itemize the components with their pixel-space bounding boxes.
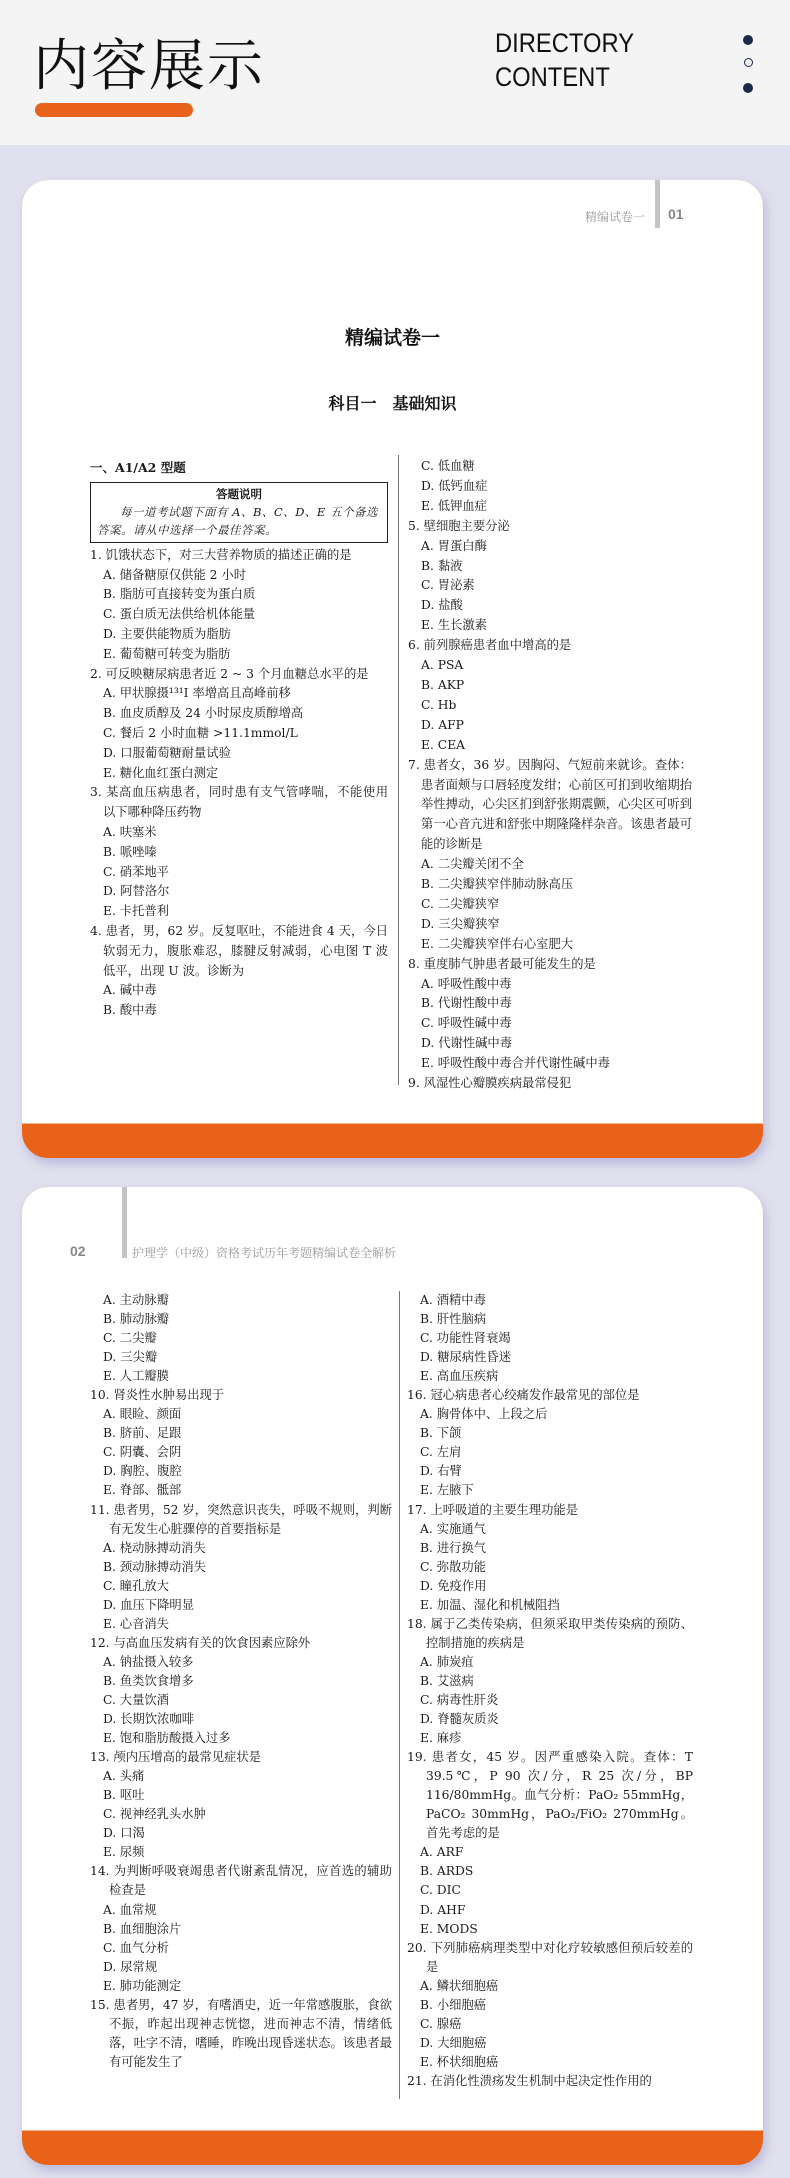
answer-option: C. 阴囊、会阴 (103, 1445, 182, 1460)
answer-option: E. 人工瓣膜 (103, 1369, 169, 1384)
answer-option: B. ARDS (420, 1864, 474, 1879)
running-header-bar (655, 180, 660, 228)
answer-option: A. PSA (421, 658, 464, 673)
answer-option: C. 餐后 2 小时血糖 >11.1mmol/L (103, 725, 298, 740)
section-heading: 一、A1/A2 型题 (90, 460, 186, 475)
answer-option: A. 眼睑、颜面 (103, 1407, 182, 1422)
running-title: 精编试卷一 (584, 210, 645, 224)
answer-option: D. 糖尿病性昏迷 (420, 1350, 512, 1365)
answer-option: C. 二尖瓣狭窄 (421, 896, 500, 911)
answer-option: E. 卡托普利 (103, 904, 169, 919)
question-stem: 3. 某高血压病患者，同时患有支气管哮喘，不能使用以下哪种降压药物 (90, 785, 388, 820)
answer-option: D. 血压下降明显 (103, 1597, 195, 1612)
question-stem: 19. 患者女，45 岁。因严重感染入院。查体：T 39.5℃，P 90 次/分，R 25 次/分，BP 116/80mmHg。血气分析：PaO₂ 55mmHg，PaCO₂ 30mmHg，PaO₂/FiO₂ 270mmHg。首先考虑的是 (407, 1750, 693, 1841)
instructions-title: 答题说明 (216, 486, 262, 501)
answer-option: B. 下颌 (420, 1426, 462, 1441)
answer-option: B. 脐前、足跟 (103, 1426, 182, 1441)
right-column (407, 1291, 693, 2091)
answer-option: D. 免疫作用 (420, 1578, 487, 1593)
answer-option: E. 脊部、骶部 (103, 1483, 182, 1498)
answer-option: B. AKP (421, 677, 465, 692)
answer-option: B. 鱼类饮食增多 (103, 1673, 194, 1688)
answer-option: A. 胸骨体中、上段之后 (420, 1407, 548, 1422)
section-title: 内容展示 (33, 34, 265, 99)
answer-option: B. 代谢性酸中毒 (421, 996, 512, 1011)
answer-option: A. 鳞状细胞癌 (420, 1978, 499, 1993)
question-stem: 11. 患者男，52 岁，突然意识丧失，呼吸不规则，判断有无发生心脏骤停的首要指标是 (90, 1502, 392, 1536)
right-column (408, 457, 692, 1094)
title-underline-bar (35, 103, 193, 117)
column-divider (398, 455, 399, 1085)
page-sheet (22, 180, 763, 1124)
answer-option: E. 饱和脂肪酸摄入过多 (103, 1731, 231, 1746)
answer-option: A. 肺炭疽 (420, 1654, 474, 1669)
answer-option: A. 甲状腺摄¹³¹I 率增高且高峰前移 (103, 686, 291, 701)
answer-option: B. 黏液 (421, 558, 463, 573)
answer-option: D. 大细胞癌 (420, 2035, 487, 2050)
answer-option: D. 脊髓灰质炎 (420, 1712, 499, 1727)
question-stem: 18. 属于乙类传染病，但须采取甲类传染病的预防、控制措施的疾病是 (407, 1616, 693, 1650)
answer-option: B. 小细胞癌 (420, 1997, 487, 2012)
subject-title: 科目一 基础知识 (328, 394, 457, 413)
answer-option: D. 口渴 (103, 1826, 145, 1841)
answer-option: D. 长期饮浓咖啡 (103, 1712, 195, 1727)
running-header-bar (122, 1187, 127, 1258)
answer-option: E. 加温、湿化和机械阻挡 (420, 1597, 560, 1612)
question-stem: 21. 在消化性溃疡发生机制中起决定性作用的 (407, 2073, 652, 2088)
answer-option: E. 左腋下 (420, 1483, 474, 1498)
answer-option: E. 呼吸性酸中毒合并代谢性碱中毒 (421, 1056, 610, 1071)
question-stem: 17. 上呼吸道的主要生理功能是 (407, 1502, 579, 1517)
answer-option: A. 胃蛋白酶 (421, 538, 487, 553)
column-divider (399, 1291, 400, 2099)
answer-option: A. 实施通气 (420, 1521, 486, 1536)
answer-option: B. 呕吐 (103, 1788, 145, 1803)
answer-option: E. 生长激素 (421, 618, 487, 633)
question-stem: 6. 前列腺癌患者血中增高的是 (408, 638, 572, 653)
answer-option: A. 桡动脉搏动消失 (103, 1540, 206, 1555)
answer-option: D. 三尖瓣 (103, 1350, 158, 1365)
question-stem: 14. 为判断呼吸衰竭患者代谢紊乱情况，应首选的辅助检查是 (90, 1864, 392, 1898)
section-subtitle (495, 26, 634, 94)
answer-option: D. 尿常规 (103, 1959, 158, 1974)
answer-option: E. 低钾血症 (421, 498, 487, 513)
answer-option: E. 二尖瓣狭窄伴右心室肥大 (421, 936, 574, 951)
answer-option: B. 脂肪可直接转变为蛋白质 (103, 587, 256, 602)
answer-option: C. 左肩 (420, 1445, 462, 1460)
answer-option: C. 蛋白质无法供给机体能量 (103, 607, 256, 622)
paper-title: 精编试卷一 (344, 327, 440, 349)
question-stem: 15. 患者男，47 岁，有嗜酒史，近一年常感腹胀，食欲不振，昨起出现神志恍惚，进而神志不清，情绪低落，吐字不清，嗜睡，昨晚出现昏迷状态。该患者最有可能发生了 (90, 1997, 392, 2069)
question-stem: 8. 重度肺气肿患者最可能发生的是 (408, 956, 596, 971)
answer-option: C. 呼吸性碱中毒 (421, 1016, 512, 1031)
page-sheet (22, 1187, 763, 2131)
answer-option: C. 视神经乳头水肿 (103, 1807, 206, 1822)
answer-option: C. 血气分析 (103, 1940, 169, 1955)
answer-option: C. 病毒性肝炎 (420, 1692, 499, 1707)
answer-option: E. 尿频 (103, 1845, 145, 1860)
answer-option: A. 酒精中毒 (420, 1293, 486, 1307)
question-stem: 16. 冠心病患者心绞痛发作最常见的部位是 (407, 1388, 640, 1403)
answer-option: B. 哌唑嗪 (103, 844, 157, 859)
answer-option: B. 血细胞涂片 (103, 1921, 182, 1936)
answer-option: C. DIC (420, 1883, 461, 1898)
question-stem: 2. 可反映糖尿病患者近 2 ~ 3 个月血糖总水平的是 (90, 666, 369, 681)
answer-option: B. 艾滋病 (420, 1673, 474, 1688)
answer-option: A. 碱中毒 (103, 983, 157, 998)
answer-option: E. 葡萄糖可转变为脂肪 (103, 646, 231, 661)
header-band (0, 0, 790, 145)
answer-option: A. ARF (420, 1845, 464, 1860)
answer-option: B. 进行换气 (420, 1540, 487, 1555)
answer-option: B. 酸中毒 (103, 1003, 157, 1018)
filled-dot-icon (743, 83, 753, 93)
question-stem: 12. 与高血压发病有关的饮食因素应除外 (90, 1635, 311, 1650)
question-stem: 9. 风湿性心瓣膜疾病最常侵犯 (408, 1076, 572, 1091)
answer-option: B. 血皮质醇及 24 小时尿皮质醇增高 (103, 706, 304, 721)
answer-option: D. 阿替洛尔 (103, 884, 170, 899)
instructions-text: 每一道考试题下面有 A、B、C、D、E 五个备选答案。请从中选择一个最佳答案。 (97, 504, 378, 537)
answer-option: B. 颈动脉搏动消失 (103, 1559, 206, 1574)
answer-option: E. 高血压疾病 (420, 1369, 499, 1384)
answer-option: A. 钠盐摄入较多 (103, 1654, 194, 1669)
page-preview-2 (22, 1187, 763, 2165)
answer-option: D. 胸腔、腹腔 (103, 1464, 182, 1479)
answer-option: D. 口服葡萄糖耐量试验 (103, 745, 231, 760)
answer-option: C. 弥散功能 (420, 1559, 486, 1574)
page-number: 01 (668, 206, 684, 222)
answer-option: E. CEA (421, 737, 466, 752)
answer-option: C. 大量饮酒 (103, 1692, 169, 1707)
answer-option: B. 二尖瓣狭窄伴肺动脉高压 (421, 877, 574, 892)
answer-option: C. 硝苯地平 (103, 864, 169, 879)
answer-option: D. 主要供能物质为脂肪 (103, 626, 231, 641)
answer-option: C. Hb (421, 697, 457, 712)
answer-option: D. AHF (420, 1902, 466, 1917)
answer-option: A. 储备糖原仅供能 2 小时 (103, 567, 247, 582)
question-stem: 5. 壁细胞主要分泌 (408, 518, 510, 533)
left-column (90, 458, 388, 1021)
answer-option: D. 低钙血症 (421, 478, 488, 493)
subtitle-line-1: DIRECTORY (495, 28, 635, 58)
answer-option: E. 心音消失 (103, 1616, 169, 1631)
answer-option: A. 呼吸性酸中毒 (421, 976, 512, 991)
answer-option: E. MODS (420, 1921, 478, 1936)
subtitle-line-2: CONTENT (495, 62, 610, 92)
question-stem: 20. 下列肺癌病理类型中对化疗较敏感但预后较差的是 (407, 1940, 693, 1974)
question-stem: 13. 颅内压增高的最常见症状是 (90, 1750, 262, 1765)
filled-dot-icon (743, 35, 753, 45)
answer-option: D. 右臂 (420, 1464, 462, 1479)
answer-option: D. 三尖瓣狭窄 (421, 916, 500, 931)
answer-option: A. 二尖瓣关闭不全 (421, 857, 524, 872)
answer-option: C. 二尖瓣 (103, 1331, 157, 1346)
answer-option: E. 杯状细胞癌 (420, 2054, 499, 2069)
answer-option: C. 腺癌 (420, 2016, 462, 2031)
hollow-dot-icon (744, 58, 753, 67)
answer-option: C. 功能性肾衰竭 (420, 1331, 511, 1346)
answer-option: A. 血常规 (103, 1902, 157, 1917)
answer-option: E. 糖化血红蛋白测定 (103, 765, 219, 780)
answer-option: D. AFP (421, 717, 464, 732)
answer-option: E. 麻疹 (420, 1731, 462, 1746)
answer-option: A. 头痛 (103, 1769, 145, 1784)
answer-option: C. 胃泌素 (421, 578, 475, 593)
question-stem: 7. 患者女，36 岁。因胸闷、气短前来就诊。查体：患者面颊与口唇轻度发绀；心前区可扪到收缩期抬举性搏动，心尖区扪到舒张期震颤，心尖区可听到第一心音亢进和舒张中期隆隆样杂音。该患者最可能的诊断是 (408, 757, 692, 852)
answer-option: E. 肺功能测定 (103, 1978, 182, 1993)
answer-option: B. 肝性脑病 (420, 1312, 487, 1327)
page-preview-1 (22, 180, 763, 1158)
answer-option: C. 瞳孔放大 (103, 1578, 169, 1593)
page-number: 02 (70, 1243, 86, 1259)
left-column (90, 1291, 392, 2072)
answer-option: D. 代谢性碱中毒 (421, 1036, 513, 1051)
answer-option: D. 盐酸 (421, 598, 463, 613)
running-title: 护理学（中级）资格考试历年考题精编试卷全解析 (132, 1246, 397, 1260)
answer-option: A. 主动脉瓣 (103, 1293, 169, 1307)
question-stem: 10. 肾炎性水肿易出现于 (90, 1388, 225, 1403)
question-stem: 4. 患者，男，62 岁。反复呕吐，不能进食 4 天，今日软弱无力，腹胀难忍，膝腱反射减弱，心电图 T 波低平，出现 U 波。诊断为 (90, 923, 388, 978)
question-stem: 1. 饥饿状态下，对三大营养物质的描述正确的是 (90, 547, 352, 562)
instructions-box (90, 482, 388, 543)
answer-option: C. 低血糖 (421, 459, 475, 473)
answer-option: A. 呋塞米 (103, 824, 157, 839)
answer-option: B. 肺动脉瓣 (103, 1312, 170, 1327)
